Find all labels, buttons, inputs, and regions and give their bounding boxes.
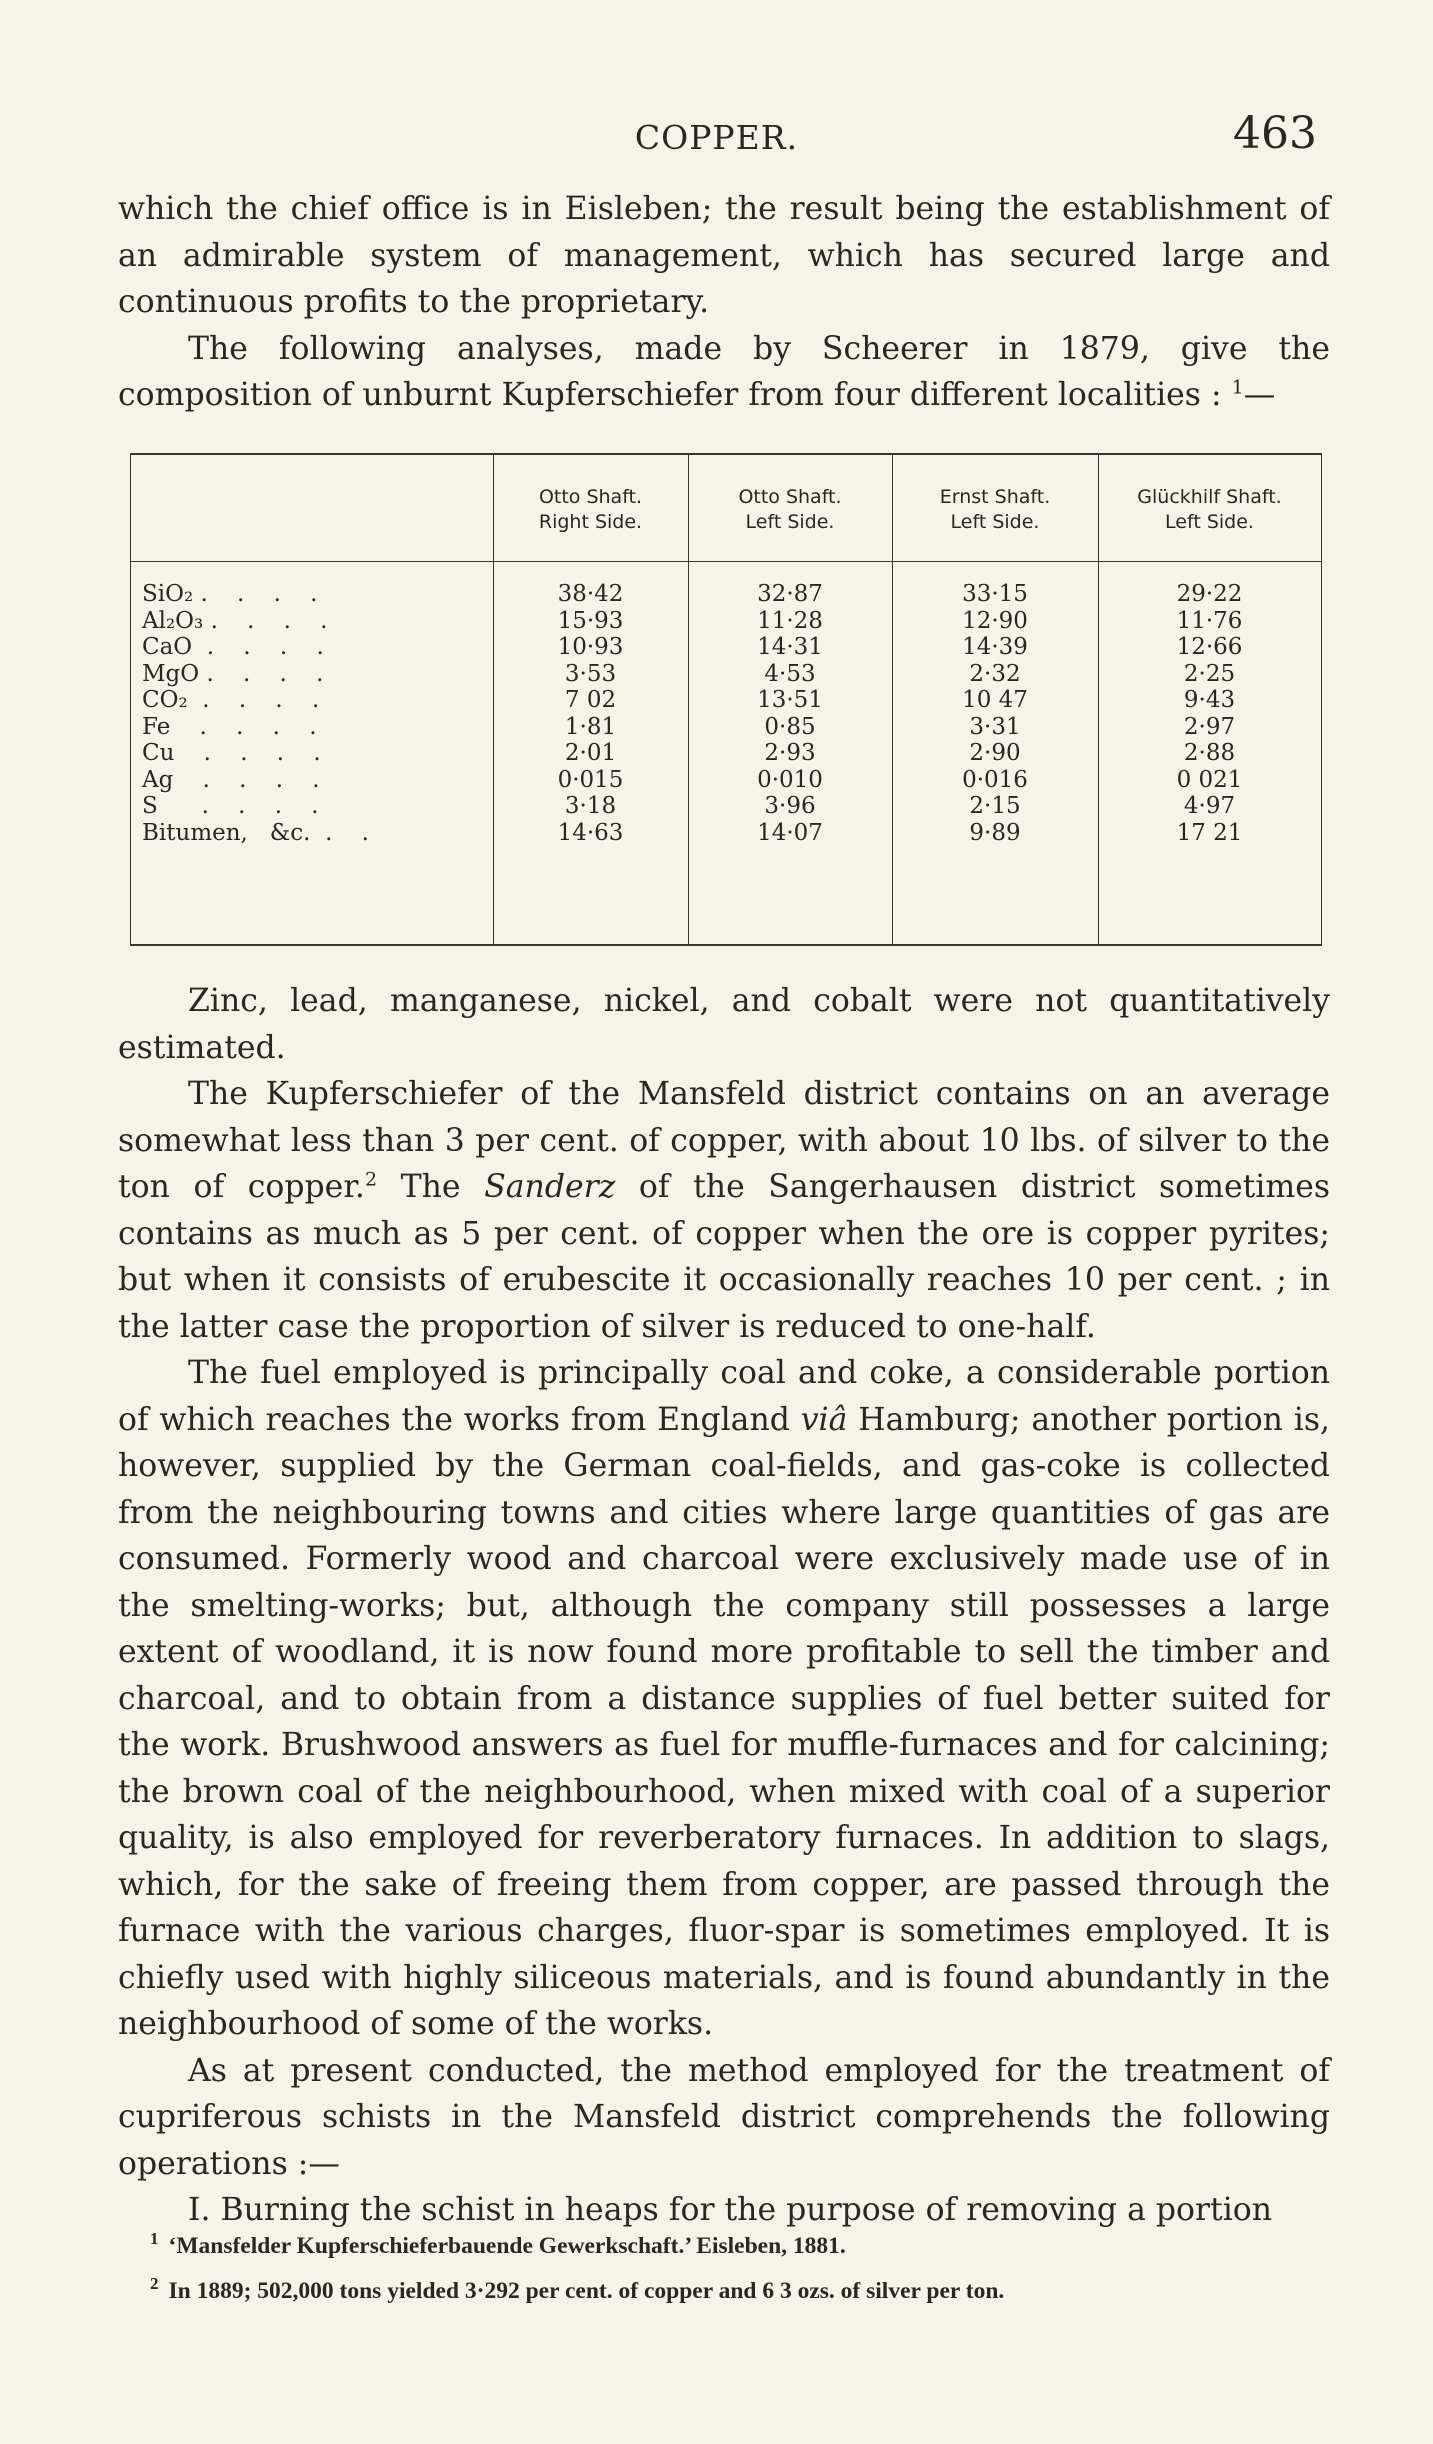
table-row [130, 714, 1322, 741]
row-label: CO₂ . . . . [142, 687, 320, 713]
column-header [688, 485, 892, 535]
table-row [130, 740, 1322, 767]
table-cell: 9·89 [969, 819, 1021, 846]
table-cell: 13·51 [757, 687, 823, 713]
table-cell: 2·32 [969, 660, 1021, 687]
page-number: 463 [1233, 108, 1317, 159]
table-cell: 10 47 [962, 687, 1028, 713]
column-header [493, 485, 688, 535]
table-cell: 2·90 [969, 740, 1021, 766]
footnotes [150, 2220, 1330, 2310]
column-header-line1: Ernst Shaft. [939, 486, 1051, 508]
row-label: SiO₂ . . . . [142, 581, 318, 607]
table-cell: 3·53 [564, 660, 617, 687]
table-row [130, 820, 1322, 847]
column-header [1098, 485, 1321, 535]
column-header [892, 485, 1098, 535]
analysis-table [130, 453, 1322, 946]
row-label: Ag . . . . [142, 766, 320, 793]
footnote-ref: 2 [364, 1168, 378, 1191]
table-cell: 4·53 [764, 660, 816, 687]
table-cell: 11·28 [757, 607, 823, 634]
paragraph-text: The Kupferschiefer of the Mansfeld district contains on an average somewhat less than 3 per cent. of copper, with about 10 lbs. of silver to the ton of copper. [118, 1076, 1330, 1205]
column-header-line1: Otto Shaft. [538, 486, 643, 508]
paragraph-text: Hamburg; another portion is, however, supplied by the German coal-fields, and gas-coke is collected from the neighbouring towns and cities where large quantities of gas are consumed. Formerly wood and charcoal were exclusively made use of in the smelting-works; but, although the company still possesses a large extent of woodland, it is now found more profitable to sell the timber and charcoal, and to obtain from a distance supplies of fuel better suited for the work. Brushwood answers as fuel for muffle-furnaces and for calcining; the brown coal of the neighbourhood, when mixed with coal of a superior quality, is also employed for reverberatory furnaces. In addition to slags, which, for the sake of freeing them from copper, are passed through the furnace with the various charges, fluor-spar is sometimes employed. It is chiefly used with highly siliceous materials, and is found abundantly in the neighbourhood of some of the works. [118, 1401, 1330, 2042]
paragraph-text: The following analyses, made by Scheerer in 1879, give the composition of unburnt Kupferschiefer from four different localities : [118, 330, 1330, 413]
paragraph [118, 326, 1330, 419]
table-cell: 14·39 [962, 634, 1028, 660]
column-header-line1: Otto Shaft. [738, 486, 842, 508]
table-cell: 3·18 [564, 793, 617, 819]
table-cell: 2·15 [969, 793, 1021, 819]
column-header-line2: Left Side. [745, 511, 835, 533]
footnote [150, 2265, 1330, 2310]
column-header-line2: Left Side. [1165, 511, 1254, 533]
paragraph [118, 1071, 1330, 1350]
row-label: Cu . . . . [142, 740, 321, 766]
italic-term: Sanderz [484, 1169, 616, 1205]
paragraph: As at present conducted, the method employed for the treatment of cupriferous schists in the Mansfeld district comprehends the following operations :— [118, 2052, 1330, 2182]
paragraph: I. Burning the schist in heaps for the purpose of removing a portion [188, 2192, 1273, 2228]
row-label: MgO . . . . [142, 660, 324, 687]
row-label: Al₂O₃ . . . . [142, 607, 328, 634]
table-cell: 7 02 [564, 687, 617, 713]
table-cell: 0·015 [557, 766, 624, 793]
table-cell: 14·07 [757, 819, 823, 846]
footnote-mark: 2 [150, 2273, 159, 2293]
table-cell: 2·97 [1183, 713, 1236, 740]
footnote-text: In 1889; 502,000 tons yielded 3·292 per cent. of copper and 6 3 ozs. of silver per ton. [168, 2277, 1005, 2304]
table-cell: 4·97 [1183, 793, 1236, 819]
footnote-text: ‘Mansfelder Kupferschieferbauende Gewerkschaft.’ Eisleben, 1881. [168, 2232, 846, 2259]
table-top-rule [130, 453, 1322, 455]
table-cell: 32·87 [757, 581, 823, 607]
footnote [150, 2220, 1330, 2265]
column-header-line2: Left Side. [950, 511, 1040, 533]
table-cell: 10·93 [557, 634, 624, 660]
table-row [130, 661, 1322, 688]
table-row [130, 608, 1322, 635]
table-cell: 0·010 [757, 766, 823, 793]
table-cell: 15·93 [557, 607, 624, 634]
paragraph-text: The fuel employed is principally coal and coke, a considerable portion of which reaches the works from England [118, 1355, 1330, 1438]
running-title: COPPER. [634, 118, 799, 157]
table-cell: 2·93 [764, 740, 816, 766]
paragraph [118, 1350, 1330, 2048]
table-cell: 12·90 [962, 607, 1028, 634]
footnote-ref: 1 [1231, 376, 1244, 399]
table-cell: 2·88 [1183, 740, 1236, 766]
row-label: CaO . . . . [142, 634, 324, 660]
running-head [0, 108, 1433, 168]
table-header-rule [130, 561, 1322, 562]
table-cell: 0·85 [764, 713, 816, 740]
row-label: S . . . . [142, 793, 319, 819]
table-cell: 11·76 [1176, 607, 1243, 634]
table-bottom-rule [130, 944, 1322, 946]
column-header-line2: Right Side. [538, 511, 643, 533]
table-cell: 3·96 [764, 793, 816, 819]
italic-term: viâ [800, 1401, 848, 1438]
paragraph: Zinc, lead, manganese, nickel, and cobalt were not quantitatively estimated. [118, 983, 1330, 1066]
table-cell: 33·15 [962, 581, 1028, 607]
row-label: Fe . . . . [142, 713, 317, 740]
table-row [130, 581, 1322, 608]
paragraph-text: The [377, 1169, 485, 1205]
table-cell: 14·31 [757, 634, 823, 660]
row-label: Bitumen, &c. . . [142, 819, 369, 846]
table-cell: 29·22 [1176, 581, 1243, 607]
table-row [130, 634, 1322, 661]
table-cell: 38·42 [557, 581, 624, 607]
body-text-bottom [118, 978, 1330, 2234]
table-cell: 17 21 [1176, 819, 1243, 846]
paragraph-text: of the Sangerhausen district sometimes contains as much as 5 per cent. of copper when the ore is copper pyrites; but when it consists of erubescite it occasionally reaches 10 per cent. ; in the latter case the proportion of silver is reduced to one-half. [118, 1169, 1331, 1345]
table-row [130, 767, 1322, 794]
table-cell: 12·66 [1176, 634, 1243, 660]
footnote-mark: 1 [150, 2229, 159, 2248]
table-cell: 2·25 [1183, 660, 1236, 687]
table-cell: 0 021 [1176, 766, 1243, 793]
dash: — [1243, 377, 1276, 413]
table-row [130, 687, 1322, 714]
table-cell: 3·31 [969, 713, 1021, 740]
column-header-line1: Glückhilf Shaft. [1137, 486, 1282, 508]
table-cell: 14·63 [557, 819, 624, 846]
table-cell: 2·01 [564, 740, 617, 766]
table-cell: 9·43 [1183, 687, 1236, 713]
body-text-top [118, 186, 1330, 419]
table-cell: 0·016 [962, 766, 1028, 793]
table-row [130, 793, 1322, 820]
table-cell: 1·81 [564, 713, 617, 740]
paragraph: which the chief office is in Eisleben; the result being the establishment of an admirable system of management, which has secured large and continuous profits to the proprietary. [118, 191, 1330, 320]
